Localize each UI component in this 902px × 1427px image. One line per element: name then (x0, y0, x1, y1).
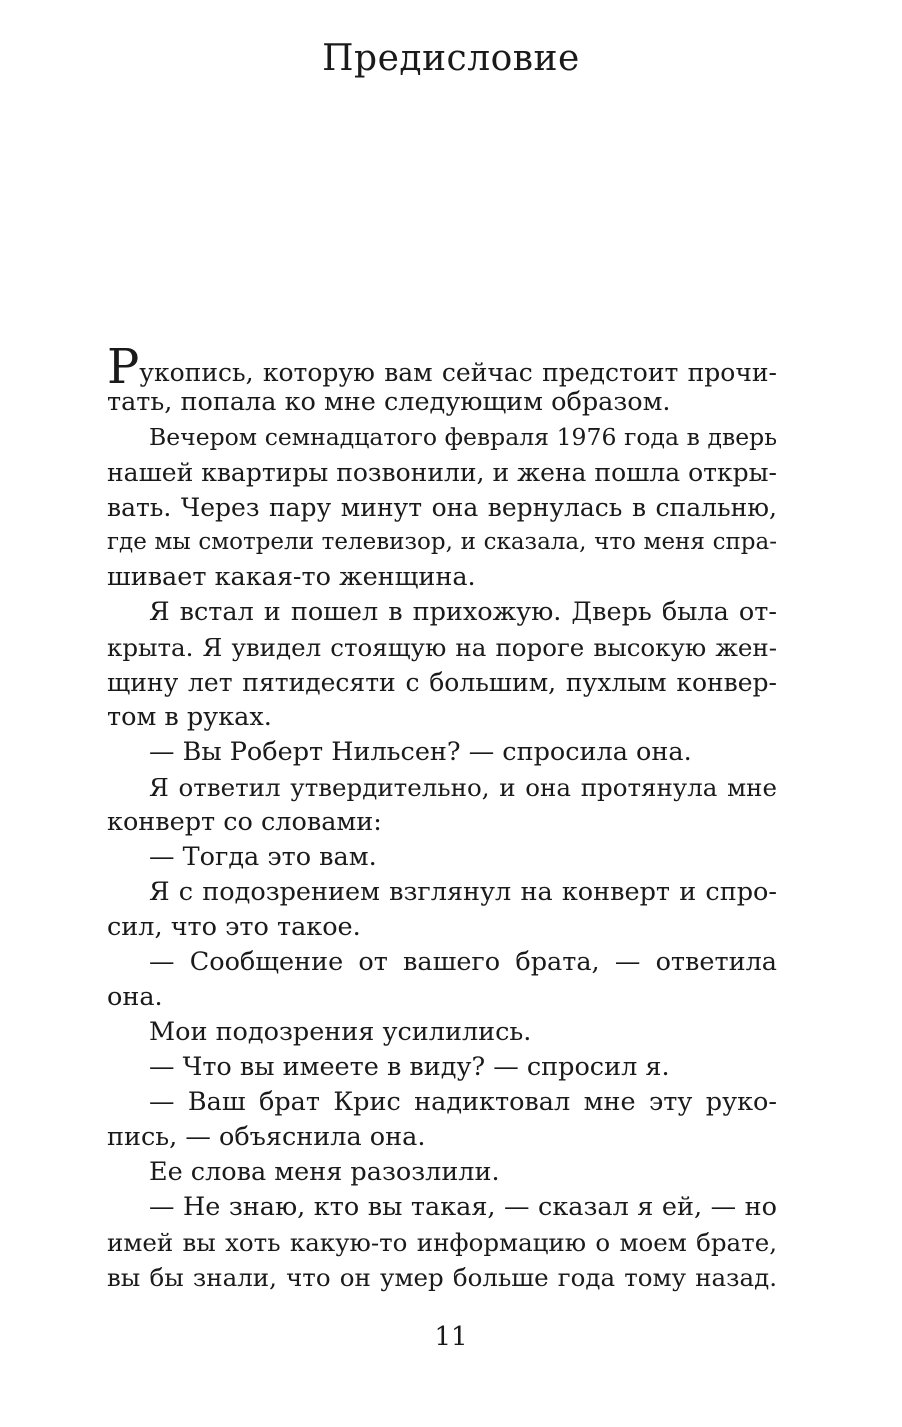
text-line: она. (107, 982, 163, 1012)
chapter-title: Предисловие (322, 38, 580, 79)
text-line: Я встал и пошел в прихожую. Дверь была от- (149, 597, 777, 627)
drop-cap: Р (107, 339, 140, 395)
text-line: вы бы знали, что он умер больше года тому назад. (107, 1263, 777, 1292)
text-line: Мои подозрения усилились. (149, 1017, 532, 1047)
text-line: имей вы хоть какую-то информацию о моем брате, (107, 1228, 777, 1257)
text-line: — Тогда это вам. (149, 842, 377, 872)
text-line: Я с подозрением взглянул на конверт и спро- (149, 877, 777, 907)
text-line: Я ответил утвердительно, и она протянула мне (149, 773, 777, 802)
text-line: Рукопись, которую вам сейчас предстоит прочи- (107, 339, 777, 395)
text-line: щину лет пятидесяти с большим, пухлым конвер- (107, 668, 777, 697)
text-line: — Что вы имеете в виду? — спросил я. (149, 1052, 670, 1082)
text-line: — Сообщение от вашего брата, — ответила (149, 947, 777, 977)
text-line: где мы смотрели телевизор, и сказала, что меня спра- (107, 529, 777, 555)
text-line: Ее слова меня разозлили. (149, 1157, 500, 1187)
text-line: пись, — объяснила она. (107, 1122, 426, 1152)
body-text (107, 339, 777, 1295)
text-line: шивает какая-то женщина. (107, 562, 476, 592)
page-number: 11 (434, 1322, 468, 1352)
text-line: том в руках. (107, 702, 272, 732)
text-line: конверт со словами: (107, 807, 382, 837)
text-line: нашей квартиры позвонили, и жена пошла откры- (107, 458, 777, 487)
text-line: вать. Через пару минут она вернулась в спальню, (107, 493, 777, 522)
text-line: крыта. Я увидел стоящую на пороге высокую жен- (107, 633, 777, 662)
text-line: — Вы Роберт Нильсен? — спросила она. (149, 737, 692, 767)
text-line: — Не знаю, кто вы такая, — сказал я ей, — но (149, 1192, 777, 1222)
text-line: Вечером семнадцатого февраля 1976 года в дверь (149, 423, 777, 451)
text-line: тать, попала ко мне следующим образом. (107, 387, 671, 417)
text-line: сил, что это такое. (107, 912, 361, 942)
text-line: — Ваш брат Крис надиктовал мне эту руко- (149, 1087, 777, 1117)
